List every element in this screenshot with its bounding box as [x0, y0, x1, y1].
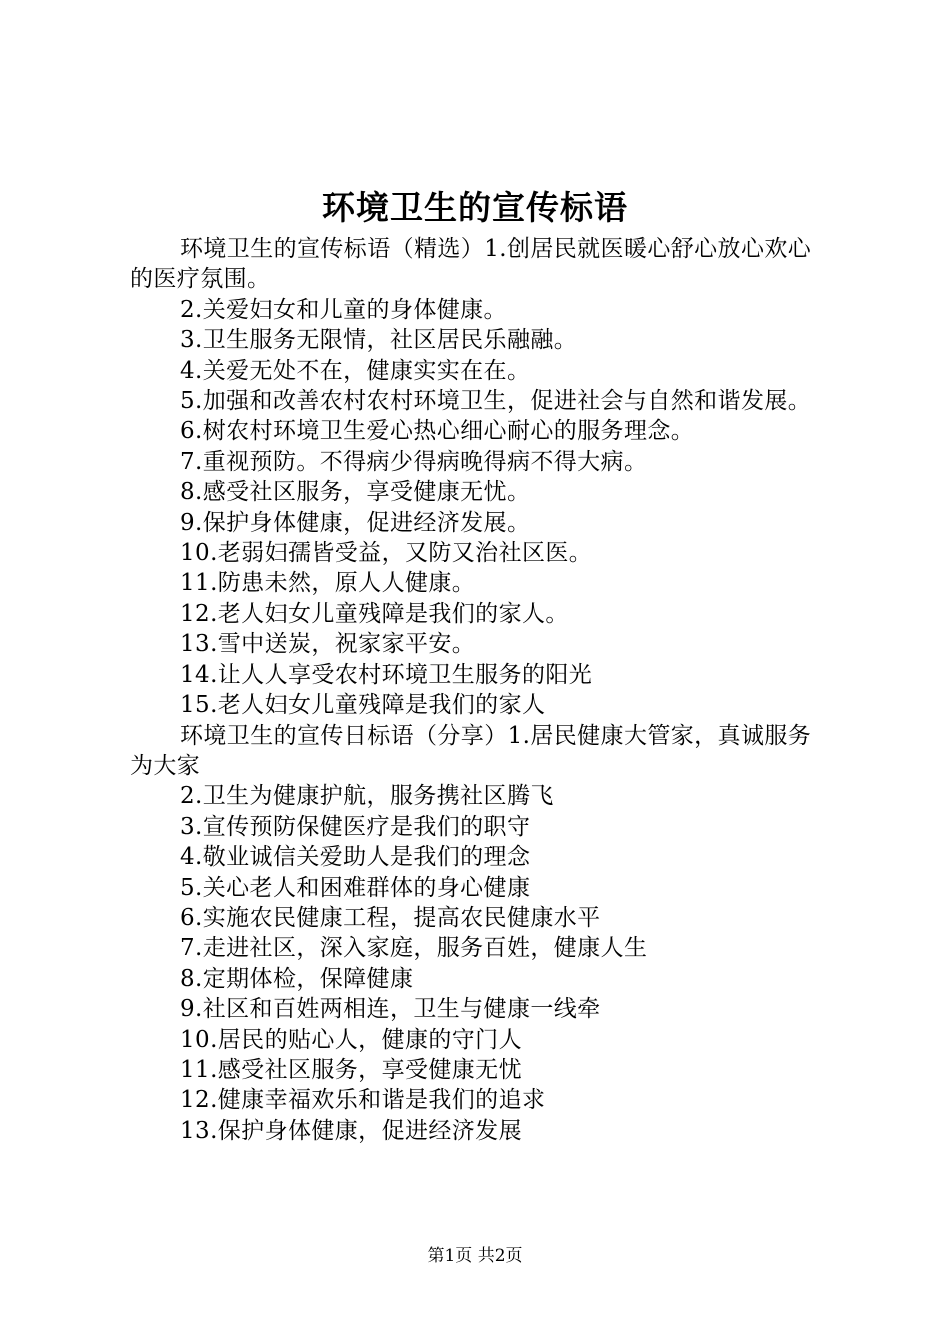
document-body [130, 234, 832, 1146]
paragraph: 9.保护身体健康，促进经济发展。 [180, 509, 531, 536]
paragraph: 14.让人人享受农村环境卫生服务的阳光 [180, 661, 593, 688]
paragraph: 4.敬业诚信关爱助人是我们的理念 [180, 844, 531, 871]
paragraph: 12.健康幸福欢乐和谐是我们的追求 [180, 1087, 546, 1114]
paragraph: 5.加强和改善农村农村环境卫生，促进社会与自然和谐发展。 [180, 388, 812, 415]
paragraph: 11.感受社区服务，享受健康无忧 [180, 1056, 522, 1083]
page-title: 环境卫生的宣传标语 [322, 188, 628, 227]
paragraph: 13.保护身体健康，促进经济发展 [180, 1117, 522, 1144]
paragraph: 环境卫生的宣传日标语（分享）1.居民健康大管家，真诚服务为大家 [130, 722, 812, 779]
paragraph: 10.老弱妇孺皆受益，又防又治社区医。 [180, 540, 593, 567]
paragraph: 12.老人妇女儿童残障是我们的家人。 [180, 600, 569, 627]
paragraph: 6.树农村环境卫生爱心热心细心耐心的服务理念。 [180, 418, 695, 445]
paragraph: 5.关心老人和困难群体的身心健康 [180, 874, 531, 901]
paragraph: 8.感受社区服务，享受健康无忧。 [180, 479, 531, 506]
paragraph: 11.防患未然，原人人健康。 [180, 570, 476, 597]
paragraph: 3.宣传预防保健医疗是我们的职守 [180, 813, 531, 840]
paragraph: 7.走进社区，深入家庭，服务百姓，健康人生 [180, 935, 648, 962]
paragraph: 10.居民的贴心人，健康的守门人 [180, 1026, 522, 1053]
paragraph: 6.实施农民健康工程，提高农民健康水平 [180, 904, 601, 931]
paragraph: 2.关爱妇女和儿童的身体健康。 [180, 296, 507, 323]
page-number-footer: 第1页 共2页 [427, 1246, 523, 1266]
paragraph: 4.关爱无处不在，健康实实在在。 [180, 357, 531, 384]
paragraph: 3.卫生服务无限情，社区居民乐融融。 [180, 327, 578, 354]
paragraph: 环境卫生的宣传标语（精选）1.创居民就医暖心舒心放心欢心的医疗氛围。 [130, 236, 812, 293]
paragraph: 13.雪中送炭，祝家家平安。 [180, 631, 476, 658]
paragraph: 15.老人妇女儿童残障是我们的家人 [180, 692, 546, 719]
paragraph: 8.定期体检，保障健康 [180, 965, 414, 992]
paragraph: 2.卫生为健康护航，服务携社区腾飞 [180, 783, 554, 810]
paragraph: 7.重视预防。不得病少得病晚得病不得大病。 [180, 448, 648, 475]
paragraph: 9.社区和百姓两相连，卫生与健康一线牵 [180, 996, 601, 1023]
